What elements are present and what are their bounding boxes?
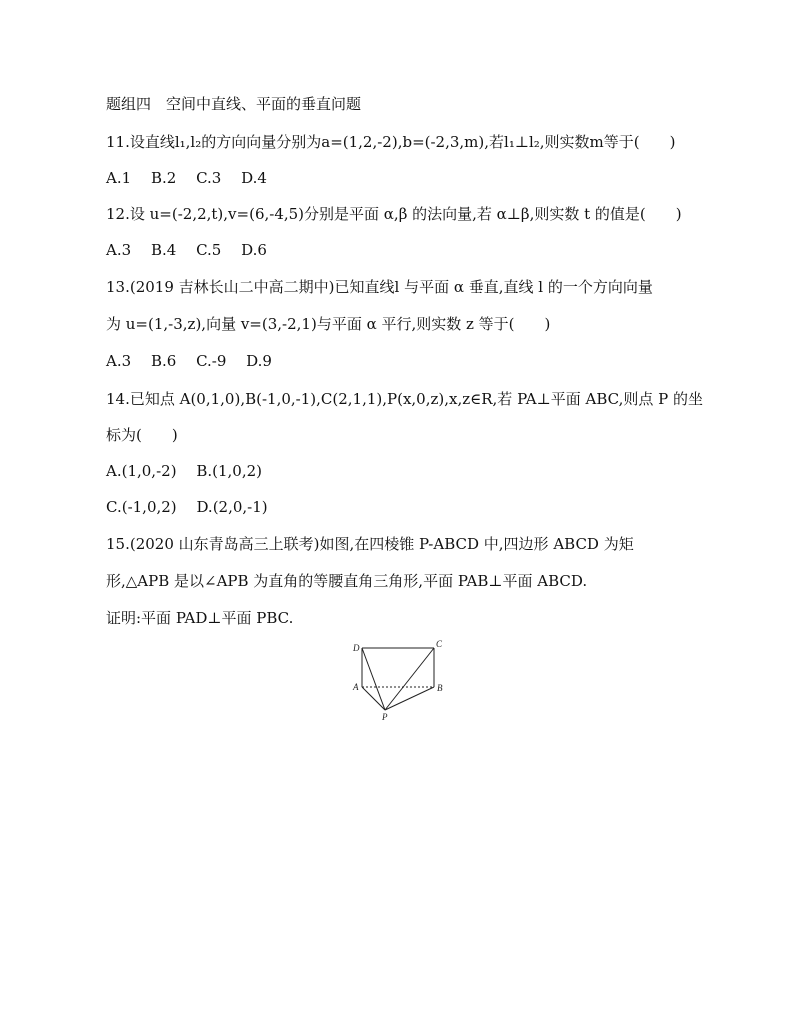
question-15-stem-line2: 形,△APB 是以∠APB 为直角的等腰直角三角形,平面 PAB⊥平面 ABCD. bbox=[106, 572, 588, 590]
option-d: D.6 bbox=[241, 241, 267, 259]
question-13-stem-line1: 13.(2019 吉林长山二中高二期中)已知直线l 与平面 α 垂直,直线 l 的一个方向向量 bbox=[106, 278, 653, 296]
option-c: C.-9 bbox=[196, 352, 227, 370]
question-14-options-row1 bbox=[106, 462, 277, 480]
option-d: D.4 bbox=[241, 169, 267, 187]
option-c: C.(-1,0,2) bbox=[106, 498, 177, 516]
pyramid-figure bbox=[346, 640, 446, 725]
option-b: B.2 bbox=[150, 169, 177, 187]
section-title: 题组四 空间中直线、平面的垂直问题 bbox=[106, 95, 362, 113]
label-p: P bbox=[382, 712, 388, 722]
question-15-stem-line1: 15.(2020 山东青岛高三上联考)如图,在四棱锥 P-ABCD 中,四边形 ABCD 为矩 bbox=[106, 535, 634, 553]
option-d: D.9 bbox=[246, 352, 272, 370]
option-a: A.3 bbox=[106, 352, 132, 370]
question-14-stem-line2: 标为( ) bbox=[106, 426, 178, 444]
question-14-stem-line1: 14.已知点 A(0,1,0),B(-1,0,-1),C(2,1,1),P(x,0,z),x,z∈R,若 PA⊥平面 ABC,则点 P 的坐 bbox=[106, 390, 703, 408]
question-12-stem: 12.设 u=(-2,2,t),v=(6,-4,5)分别是平面 α,β 的法向量,若 α⊥β,则实数 t 的值是( ) bbox=[106, 205, 682, 223]
edge-ap bbox=[362, 687, 385, 710]
question-12-options bbox=[106, 241, 282, 259]
option-b: B.6 bbox=[150, 352, 177, 370]
option-d: D.(2,0,-1) bbox=[196, 498, 268, 516]
label-b: B bbox=[437, 683, 443, 693]
question-13-options bbox=[106, 352, 287, 370]
option-c: C.3 bbox=[196, 169, 222, 187]
option-b: B.(1,0,2) bbox=[196, 462, 262, 480]
option-a: A.3 bbox=[106, 241, 132, 259]
edge-dp bbox=[362, 648, 385, 710]
edge-cp bbox=[385, 648, 434, 710]
label-a: A bbox=[353, 682, 359, 692]
option-a: A.(1,0,-2) bbox=[106, 462, 177, 480]
option-b: B.4 bbox=[150, 241, 177, 259]
option-a: A.1 bbox=[106, 169, 132, 187]
question-14-options-row2 bbox=[106, 498, 283, 516]
option-c: C.5 bbox=[196, 241, 222, 259]
edge-bp bbox=[385, 687, 434, 710]
question-11-options bbox=[106, 169, 282, 187]
label-c: C bbox=[436, 640, 443, 649]
question-15-proof: 证明:平面 PAD⊥平面 PBC. bbox=[106, 609, 294, 627]
question-11-stem: 11.设直线l₁,l₂的方向向量分别为a=(1,2,-2),b=(-2,3,m),若l₁⊥l₂,则实数m等于( ) bbox=[106, 133, 676, 151]
label-d: D bbox=[353, 643, 360, 653]
question-13-stem-line2: 为 u=(1,-3,z),向量 v=(3,-2,1)与平面 α 平行,则实数 z 等于( ) bbox=[106, 315, 551, 333]
